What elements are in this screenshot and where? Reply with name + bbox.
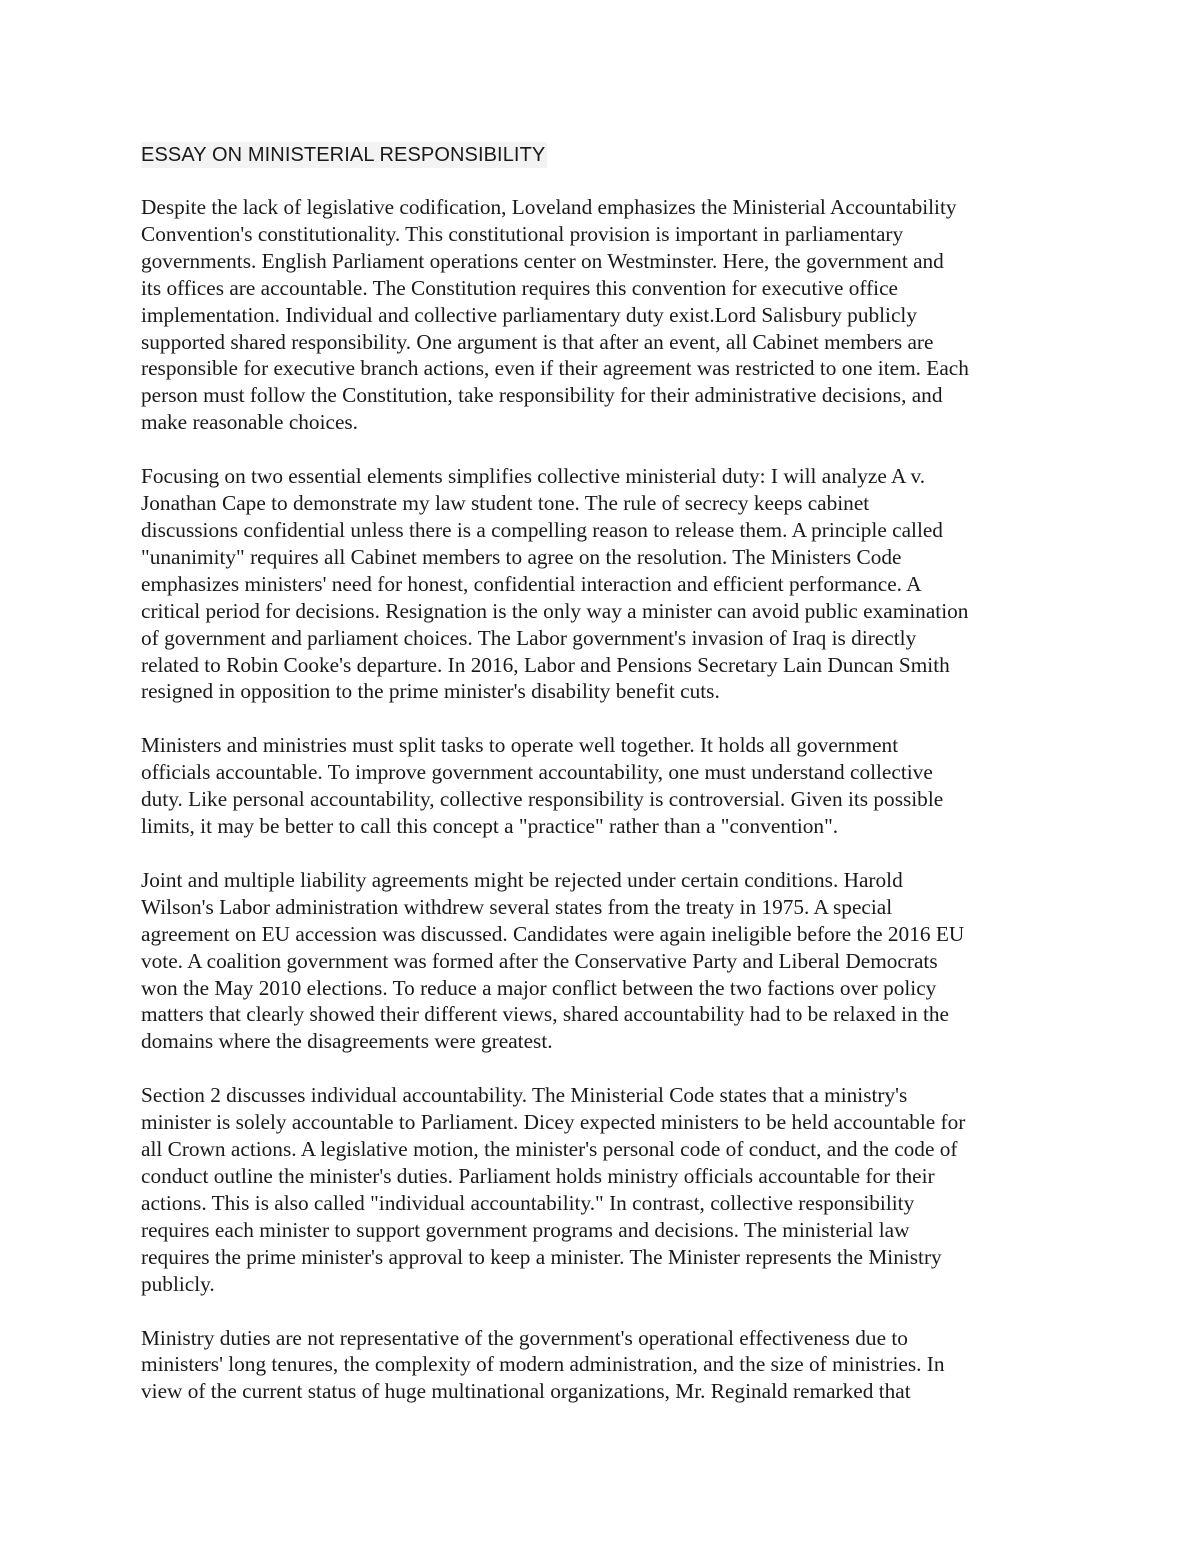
- text-line: conduct outline the minister's duties. Parliament holds ministry officials accountable for their: [141, 1164, 935, 1188]
- text-line: Convention's constitutionality. This constitutional provision is important in parliamentary: [141, 221, 904, 246]
- text-line: all Crown actions. A legislative motion, the minister's personal code of conduct, and the code of: [141, 1137, 958, 1162]
- text-line: duty. Like personal accountability, collective responsibility is controversial. Given its possible: [141, 787, 944, 812]
- paragraph: [141, 867, 1066, 1055]
- paragraph: [141, 463, 1066, 705]
- text-line: minister is solely accountable to Parliament. Dicey expected ministers to be held accountable for: [141, 1110, 966, 1135]
- text-line: Focusing on two essential elements simplifies collective ministerial duty: I will analyze A v.: [141, 464, 926, 489]
- text-line: Despite the lack of legislative codification, Loveland emphasizes the Ministerial Accountability: [141, 195, 957, 219]
- text-line: officials accountable. To improve government accountability, one must understand collective: [141, 760, 933, 785]
- text-line: related to Robin Cooke's departure. In 2016, Labor and Pensions Secretary Lain Duncan Smith: [141, 652, 950, 677]
- text-line: Ministers and ministries must split tasks to operate well together. It holds all government: [141, 733, 899, 758]
- text-line: Joint and multiple liability agreements might be rejected under certain conditions. Harold: [141, 867, 903, 892]
- text-line: domains where the disagreements were greatest.: [141, 1029, 553, 1054]
- paragraph-container: [141, 194, 1066, 1405]
- text-line: critical period for decisions. Resignation is the only way a minister can avoid public examination: [141, 598, 969, 623]
- text-line: Ministry duties are not representative of the government's operational effectiveness due to: [141, 1325, 908, 1350]
- text-line: matters that clearly showed their different views, shared accountability had to be relaxed in the: [141, 1002, 950, 1027]
- text-line: make reasonable choices.: [141, 410, 359, 435]
- text-line: governments. English Parliament operations center on Westminster. Here, the government and: [141, 248, 944, 273]
- text-line: requires the prime minister's approval to keep a minister. The Minister represents the Ministry: [141, 1244, 942, 1269]
- text-line: actions. This is also called "individual accountability." In contrast, collective responsibility: [141, 1190, 915, 1215]
- text-line: Jonathan Cape to demonstrate my law student tone. The rule of secrecy keeps cabinet: [141, 491, 870, 516]
- paragraph: [141, 1082, 1066, 1297]
- text-line: Wilson's Labor administration withdrew several states from the treaty in 1975. A special: [141, 894, 893, 919]
- text-line: resigned in opposition to the prime minister's disability benefit cuts.: [141, 679, 720, 704]
- text-line: implementation. Individual and collective parliamentary duty exist.Lord Salisbury publicly: [141, 302, 917, 327]
- text-line: requires each minister to support government programs and decisions. The ministerial law: [141, 1217, 910, 1242]
- text-line: person must follow the Constitution, take responsibility for their administrative decisions, and: [141, 383, 943, 408]
- text-line: its offices are accountable. The Constitution requires this convention for executive office: [141, 275, 898, 300]
- document-title: ESSAY ON MINISTERIAL RESPONSIBILITY: [141, 144, 546, 166]
- document-body: [141, 142, 1066, 1432]
- text-line: supported shared responsibility. One argument is that after an event, all Cabinet members are: [141, 329, 934, 354]
- text-line: ministers' long tenures, the complexity of modern administration, and the size of ministries. In: [141, 1352, 945, 1377]
- text-line: publicly.: [141, 1271, 215, 1296]
- paragraph: [141, 732, 1066, 840]
- text-line: view of the current status of huge multinational organizations, Mr. Reginald remarked that: [141, 1379, 911, 1404]
- text-line: "unanimity" requires all Cabinet members to agree on the resolution. The Ministers Code: [141, 544, 902, 569]
- paragraph: [141, 1325, 1066, 1406]
- text-line: won the May 2010 elections. To reduce a major conflict between the two factions over policy: [141, 975, 937, 1000]
- text-line: responsible for executive branch actions, even if their agreement was restricted to one item. Each: [141, 356, 969, 381]
- text-line: of government and parliament choices. The Labor government's invasion of Iraq is directly: [141, 625, 917, 650]
- text-line: discussions confidential unless there is a compelling reason to release them. A principle called: [141, 517, 943, 542]
- text-line: agreement on EU accession was discussed. Candidates were again ineligible before the 2016 EU: [141, 921, 965, 946]
- text-line: vote. A coalition government was formed after the Conservative Party and Liberal Democrats: [141, 948, 938, 973]
- text-line: Section 2 discusses individual accountability. The Ministerial Code states that a ministry's: [141, 1083, 908, 1108]
- text-line: emphasizes ministers' need for honest, confidential interaction and efficient performance. A: [141, 571, 922, 596]
- paragraph: [141, 194, 1066, 436]
- text-line: limits, it may be better to call this concept a "practice" rather than a "convention".: [141, 814, 839, 839]
